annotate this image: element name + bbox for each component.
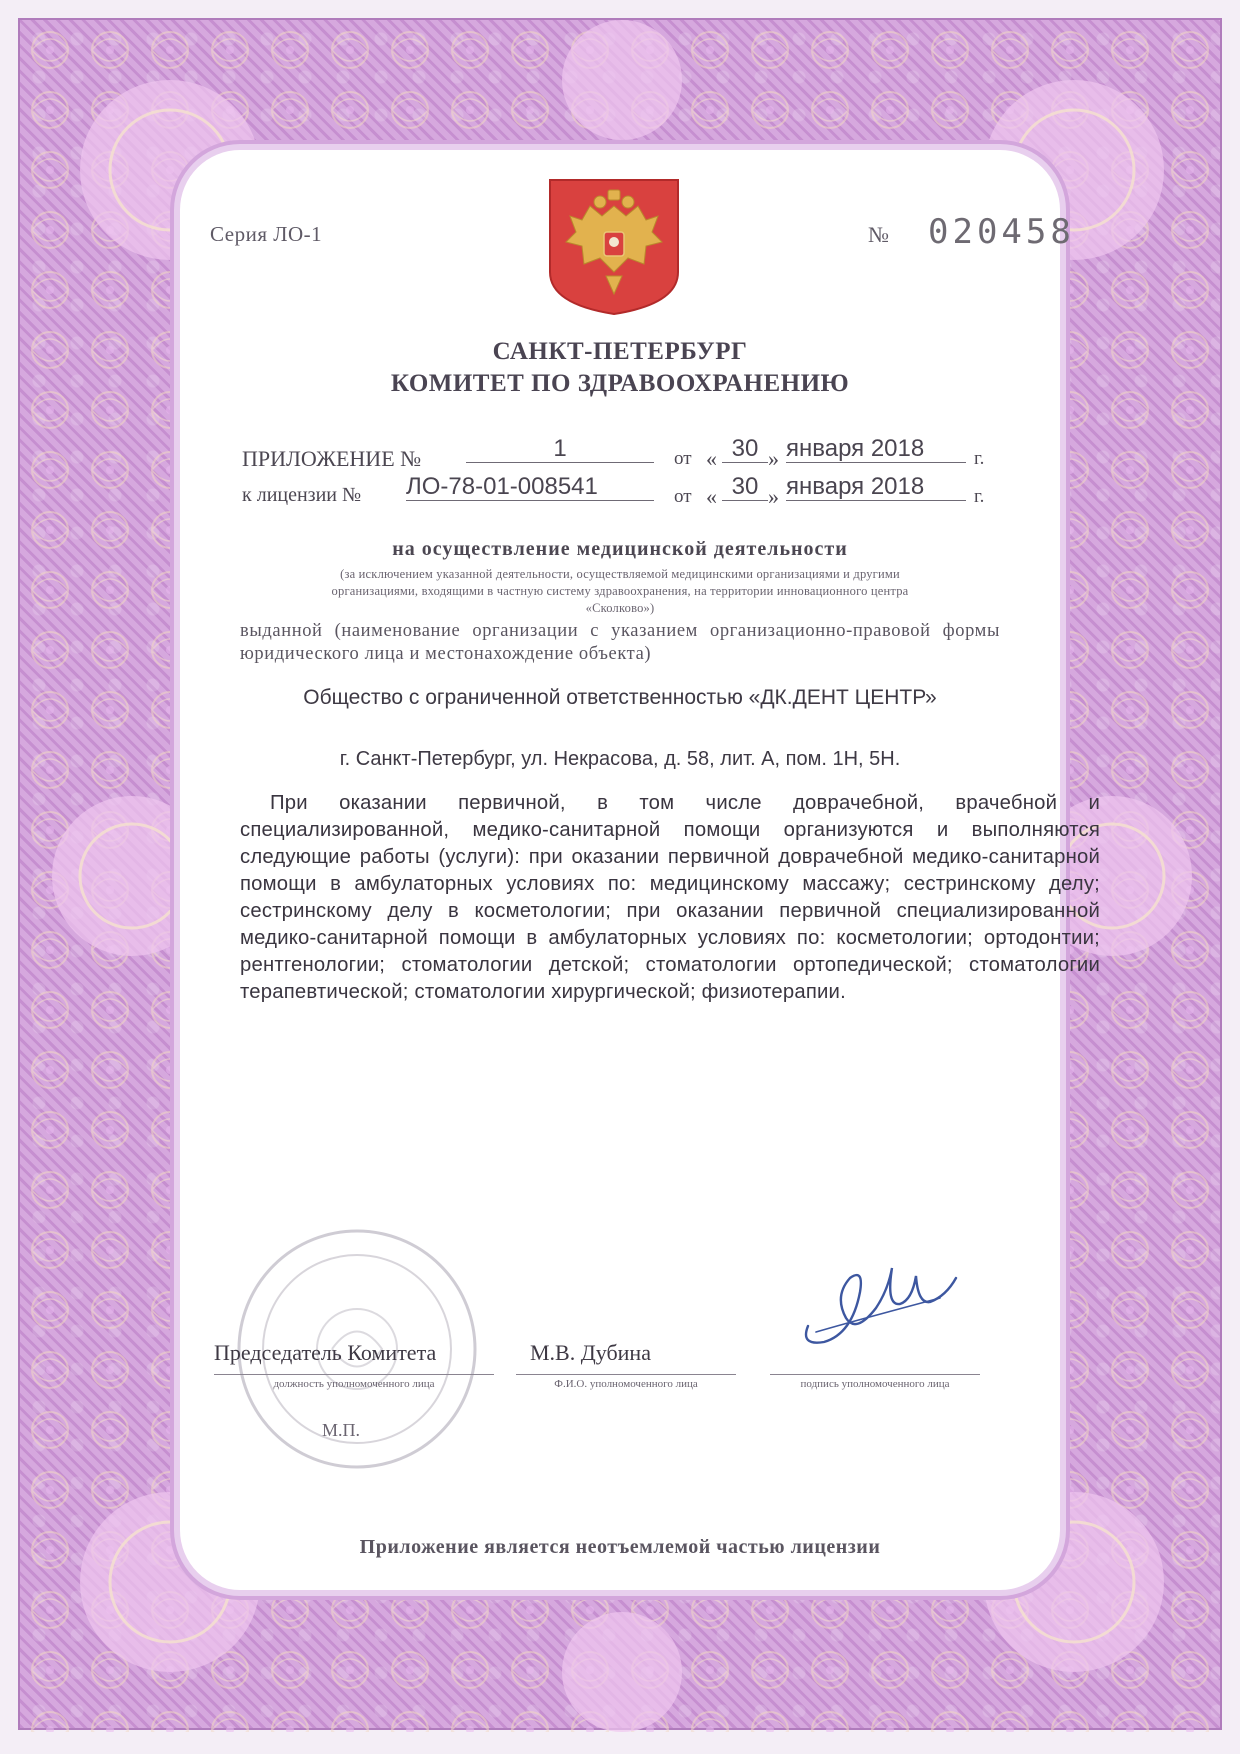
handwritten-signature <box>790 1248 960 1358</box>
appendix-quote-open: « <box>706 446 717 471</box>
number-sign: № <box>868 222 889 247</box>
seal-placeholder-label: М.П. <box>322 1420 361 1440</box>
coat-of-arms-icon <box>546 176 682 316</box>
activity-note-line-3: «Сколково») <box>585 601 655 615</box>
activity-title: на осуществление медицинской деятельности <box>392 538 848 560</box>
license-from-label: от <box>674 486 692 507</box>
license-label: к лицензии № <box>242 484 362 506</box>
license-date-field: января 2018 <box>786 474 966 501</box>
license-number-field: ЛО-78-01-008541 <box>406 474 654 501</box>
authority-heading: КОМИТЕТ ПО ЗДРАВООХРАНЕНИЮ <box>390 370 850 397</box>
series-label: Серия ЛО-1 <box>210 222 323 246</box>
signer-position: Председатель Комитета <box>214 1340 437 1365</box>
name-caption: Ф.И.О. уполномоченного лица <box>516 1374 736 1390</box>
activity-note-line-1: (за исключением указанной деятельности, осуществляемой медицинскими организациями и другими <box>340 567 900 581</box>
city-heading: САНКТ-ПЕТЕРБУРГ <box>492 338 748 365</box>
appendix-quote-close: » <box>768 446 779 471</box>
appendix-label: ПРИЛОЖЕНИЕ № <box>242 446 422 471</box>
signature-caption: подпись уполномоченного лица <box>770 1374 980 1390</box>
license-day-field: 30 <box>722 474 768 501</box>
appendix-number-field: 1 <box>466 436 654 463</box>
services-list-text: При оказании первичной, в том числе доврачебной, врачебной и специализированной, медико-санитарной помощи организуются и выполняются следующие работы (услуги): при оказании первичной доврачебной медико-санитарной помощи в амбулаторных условиях по: медицинскому массажу; сестринскому делу; сестринскому делу в косметологии; при оказании первичной специализированной медико-санитарной помощи в амбулаторных условиях по: косметологии; ортодонтии; рентгенологии; стоматологии детской; стоматологии ортопедической; стоматологии терапевтической; стоматологии хирургической; физиотерапии. <box>240 792 1100 1003</box>
activity-note-line-2: организациями, входящими в частную систему здравоохранения, на территории инновационного центра <box>331 584 909 598</box>
position-caption: должность уполномоченного лица <box>214 1374 494 1390</box>
signer-name: М.В. Дубина <box>530 1340 651 1365</box>
license-year-suffix: г. <box>974 486 985 507</box>
organization-name: Общество с ограниченной ответственностью «ДК.ДЕНТ ЦЕНТР» <box>303 686 937 709</box>
appendix-from-label: от <box>674 448 692 469</box>
issued-to-caption: выданной (наименование организации с указанием организационно-правовой формы юридического лица и местонахождение объекта) <box>240 621 1000 664</box>
organization-address: г. Санкт-Петербург, ул. Некрасова, д. 58, лит. А, пом. 1Н, 5Н. <box>339 748 901 770</box>
appendix-day-field: 30 <box>722 436 768 463</box>
license-quote-close: » <box>768 484 779 509</box>
appendix-date-field: января 2018 <box>786 436 966 463</box>
footer-note: Приложение является неотъемлемой частью лицензии <box>359 1536 881 1558</box>
form-number: 020458 <box>928 212 1075 252</box>
license-quote-open: « <box>706 484 717 509</box>
appendix-year-suffix: г. <box>974 448 985 469</box>
